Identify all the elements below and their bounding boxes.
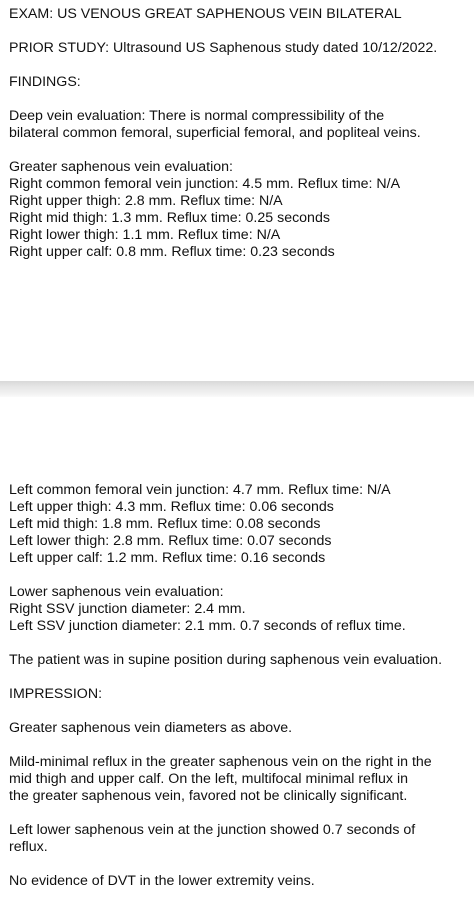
impression-item: Mild-minimal reflux in the greater saphenous vein on the right in the: [9, 754, 432, 770]
impression-item: reflux.: [9, 839, 48, 855]
left-gsv-measurement: Left lower thigh: 2.8 mm. Reflux time: 0.07 seconds: [9, 533, 332, 549]
report-page-bottom: [9, 482, 470, 890]
blank-line: [9, 669, 470, 686]
blank-line: [9, 91, 470, 108]
left-gsv-measurement: Left upper calf: 1.2 mm. Reflux time: 0.16 seconds: [9, 550, 326, 566]
lsv-heading: Lower saphenous vein evaluation:: [9, 584, 224, 600]
left-gsv-measurement: Left upper thigh: 4.3 mm. Reflux time: 0.06 seconds: [9, 499, 334, 515]
impression-item: No evidence of DVT in the lower extremity veins.: [9, 873, 315, 889]
right-gsv-measurement: Right lower thigh: 1.1 mm. Reflux time: N/A: [9, 227, 281, 243]
blank-line: [9, 805, 470, 822]
lsv-measurement: Right SSV junction diameter: 2.4 mm.: [9, 601, 246, 617]
right-gsv-measurement: Right mid thigh: 1.3 mm. Reflux time: 0.25 seconds: [9, 210, 330, 226]
page-divider: [0, 381, 474, 397]
blank-line: [9, 703, 470, 720]
blank-line: [9, 856, 470, 873]
blank-line: [9, 142, 470, 159]
right-gsv-measurement: Right upper thigh: 2.8 mm. Reflux time: N/A: [9, 193, 283, 209]
left-gsv-measurement: Left common femoral vein junction: 4.7 mm. Reflux time: N/A: [9, 482, 391, 498]
blank-line: [9, 635, 470, 652]
deep-vein-line: Deep vein evaluation: There is normal compressibility of the: [9, 108, 385, 124]
impression-heading: IMPRESSION:: [9, 686, 103, 702]
impression-item: Left lower saphenous vein at the junction showed 0.7 seconds of: [9, 822, 416, 838]
gsv-heading: Greater saphenous vein evaluation:: [9, 159, 233, 175]
impression-item: the greater saphenous vein, favored not be clinically significant.: [9, 788, 408, 804]
report-page-top: [9, 6, 470, 261]
right-gsv-measurement: Right common femoral vein junction: 4.5 mm. Reflux time: N/A: [9, 176, 401, 192]
exam-line: EXAM: US VENOUS GREAT SAPHENOUS VEIN BILATERAL: [9, 6, 402, 22]
prior-study-line: PRIOR STUDY: Ultrasound US Saphenous study dated 10/12/2022.: [9, 40, 438, 56]
left-gsv-measurement: Left mid thigh: 1.8 mm. Reflux time: 0.08 seconds: [9, 516, 321, 532]
impression-item: Greater saphenous vein diameters as above.: [9, 720, 293, 736]
blank-line: [9, 567, 470, 584]
deep-vein-line: bilateral common femoral, superficial femoral, and popliteal veins.: [9, 125, 421, 141]
blank-line: [9, 23, 470, 40]
position-note: The patient was in supine position during saphenous vein evaluation.: [9, 652, 443, 668]
right-gsv-measurement: Right upper calf: 0.8 mm. Reflux time: 0.23 seconds: [9, 244, 335, 260]
findings-heading: FINDINGS:: [9, 74, 81, 90]
lsv-measurement: Left SSV junction diameter: 2.1 mm. 0.7 seconds of reflux time.: [9, 618, 406, 634]
blank-line: [9, 737, 470, 754]
blank-line: [9, 57, 470, 74]
impression-item: mid thigh and upper calf. On the left, multifocal minimal reflux in: [9, 771, 409, 787]
